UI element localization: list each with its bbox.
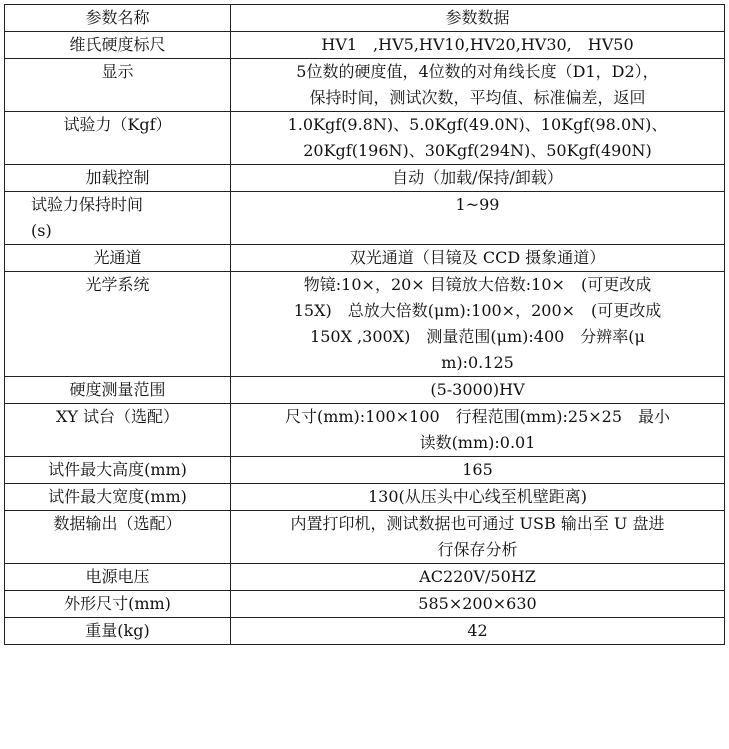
row-value: 585×200×630	[231, 591, 725, 618]
row-name: 电源电压	[5, 564, 231, 591]
row-name: 显示	[5, 59, 231, 112]
row-name: 试件最大高度(mm)	[5, 457, 231, 484]
row-value: 1~99	[231, 192, 725, 245]
spec-table	[4, 4, 725, 645]
table-row	[5, 32, 725, 59]
row-value: (5-3000)HV	[231, 377, 725, 404]
row-name: 光通道	[5, 245, 231, 272]
row-name: 维氏硬度标尺	[5, 32, 231, 59]
row-value: 1.0Kgf(9.8N)、5.0Kgf(49.0N)、10Kgf(98.0N)、 20Kgf(196N)、30Kgf(294N)、50Kgf(490N)	[231, 112, 725, 165]
row-name: XY 试台（选配）	[5, 404, 231, 457]
table-row	[5, 618, 725, 645]
row-name: 试验力保持时间 (s)	[5, 192, 231, 245]
row-name: 硬度测量范围	[5, 377, 231, 404]
table-row	[5, 404, 725, 457]
row-value: 130(从压头中心线至机壁距离)	[231, 484, 725, 511]
table-row	[5, 245, 725, 272]
row-value: HV1 ,HV5,HV10,HV20,HV30, HV50	[231, 32, 725, 59]
table-row	[5, 112, 725, 165]
row-value: 自动（加载/保持/卸载）	[231, 165, 725, 192]
header-param-value: 参数数据	[231, 5, 725, 32]
row-value: 尺寸(mm):100×100 行程范围(mm):25×25 最小 读数(mm):0.01	[231, 404, 725, 457]
row-name: 数据输出（选配）	[5, 511, 231, 564]
row-name: 光学系统	[5, 272, 231, 377]
row-name: 重量(kg)	[5, 618, 231, 645]
row-value: 物镜:10×，20× 目镜放大倍数:10× (可更改成 15X) 总放大倍数(μm):100×，200× (可更改成 150X ,300X) 测量范围(μm):400 分辨率(μ m):0.125	[231, 272, 725, 377]
header-param-name: 参数名称	[5, 5, 231, 32]
row-name: 外形尺寸(mm)	[5, 591, 231, 618]
row-value: 双光通道（目镜及 CCD 摄象通道）	[231, 245, 725, 272]
table-row	[5, 192, 725, 245]
row-value: 内置打印机，测试数据也可通过 USB 输出至 U 盘进 行保存分析	[231, 511, 725, 564]
row-name: 试件最大宽度(mm)	[5, 484, 231, 511]
row-value: 5位数的硬度值，4位数的对角线长度（D1，D2）， 保持时间，测试次数，平均值、标准偏差，返回	[231, 59, 725, 112]
row-value: 42	[231, 618, 725, 645]
table-header-row	[5, 5, 725, 32]
table-row	[5, 484, 725, 511]
row-value: AC220V/50HZ	[231, 564, 725, 591]
row-value: 165	[231, 457, 725, 484]
table-row	[5, 457, 725, 484]
table-row	[5, 272, 725, 377]
row-name: 加载控制	[5, 165, 231, 192]
row-name: 试验力（Kgf）	[5, 112, 231, 165]
table-row	[5, 165, 725, 192]
table-row	[5, 377, 725, 404]
table-row	[5, 591, 725, 618]
table-row	[5, 59, 725, 112]
table-row	[5, 564, 725, 591]
table-row	[5, 511, 725, 564]
